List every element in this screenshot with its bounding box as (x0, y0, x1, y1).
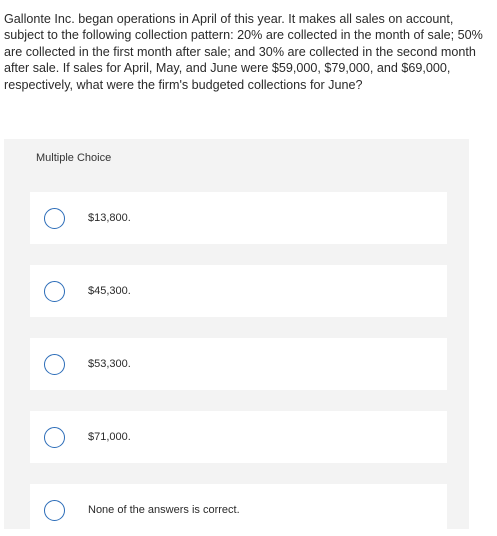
answer-option-label: $53,300. (88, 358, 131, 370)
radio-button-icon[interactable] (44, 354, 65, 375)
multiple-choice-header: Multiple Choice (36, 152, 112, 164)
answer-option-a[interactable] (30, 192, 447, 244)
answer-option-e[interactable] (30, 484, 447, 536)
answer-option-b[interactable] (30, 265, 447, 317)
answer-option-label: None of the answers is correct. (88, 504, 240, 516)
radio-button-icon[interactable] (44, 281, 65, 302)
answer-option-label: $71,000. (88, 431, 131, 443)
radio-button-icon[interactable] (44, 500, 65, 521)
radio-button-icon[interactable] (44, 427, 65, 448)
multiple-choice-panel (4, 139, 469, 529)
answer-option-label: $45,300. (88, 285, 131, 297)
answer-option-d[interactable] (30, 411, 447, 463)
answer-option-label: $13,800. (88, 212, 131, 224)
radio-button-icon[interactable] (44, 208, 65, 229)
answer-option-c[interactable] (30, 338, 447, 390)
question-text: Gallonte Inc. began operations in April of this year. It makes all sales on account, subject to the following collection pattern: 20% are collected in the month of sale; 50% are collected in the first month after sale; and 30% are collected in the second month after sale. If sales for April, May, and June were $59,000, $79,000, and $69,000, respectively, what were the firm's budgeted collections for June? (4, 12, 483, 92)
